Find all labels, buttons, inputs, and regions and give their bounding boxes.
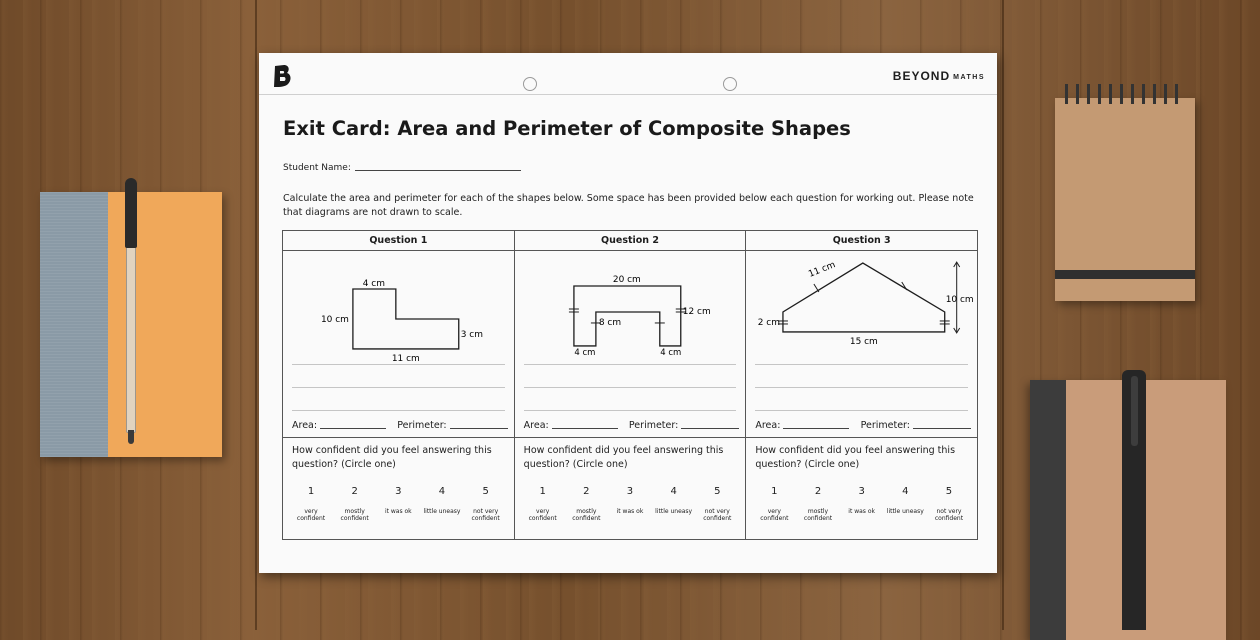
question-1 <box>283 231 514 539</box>
dim-label: 4 cm <box>574 346 596 357</box>
page-title: Exit Card: Area and Perimeter of Composite Shapes <box>283 117 851 140</box>
desk-plank-seam <box>1002 0 1004 630</box>
student-name-field[interactable]: Student Name: <box>283 163 521 173</box>
perimeter-blank[interactable] <box>450 428 508 429</box>
scale-option[interactable]: 3 it was ok <box>384 486 412 515</box>
scale-option[interactable]: 5 not very confident <box>703 486 732 522</box>
answer-row: Area: Perimeter: <box>292 420 508 431</box>
answer-row: Area: Perimeter: <box>755 420 971 431</box>
punch-hole <box>723 77 737 91</box>
brand-name: BEYOND MATHS <box>892 69 985 83</box>
confidence-question: How confident did you feel answering this question? (Circle one) <box>755 445 956 470</box>
scale-option[interactable]: 1 very confident <box>296 486 326 522</box>
notepad-band <box>1055 270 1195 279</box>
scale-option[interactable]: 4 little uneasy <box>423 486 461 515</box>
question-heading: Question 2 <box>515 231 746 251</box>
instructions: Calculate the area and perimeter for each of the shapes below. Some space has been provided below each question for working out. Please note that diagrams are not drawn to scale. <box>283 193 974 218</box>
scale-option[interactable]: 2 mostly confident <box>340 486 369 522</box>
scale-option[interactable]: 5 not very confident <box>934 486 964 522</box>
question-3 <box>745 231 977 539</box>
dim-label: 4 cm <box>659 346 681 357</box>
scale-option[interactable]: 4 little uneasy <box>655 486 693 515</box>
scale-option[interactable]: 1 very confident <box>528 486 557 522</box>
desk-plank-seam <box>255 0 257 630</box>
confidence-scale <box>754 486 969 522</box>
black-pen <box>1120 370 1150 630</box>
scale-option[interactable]: 2 mostly confident <box>572 486 601 522</box>
scale-option[interactable]: 1 very confident <box>760 486 789 522</box>
confidence-scale <box>523 486 738 522</box>
exit-card-worksheet <box>259 53 997 573</box>
dim-label: 11 cm <box>391 353 420 364</box>
dim-label: 10 cm <box>946 294 974 305</box>
scale-option[interactable]: 3 it was ok <box>616 486 644 515</box>
scale-option[interactable]: 3 it was ok <box>848 486 875 515</box>
confidence-question: How confident did you feel answering this question? (Circle one) <box>523 445 724 470</box>
scale-option[interactable]: 2 mostly confident <box>803 486 833 522</box>
perimeter-blank[interactable] <box>913 428 971 429</box>
beyond-logo-icon <box>272 63 294 89</box>
question-2 <box>514 231 746 539</box>
perimeter-blank[interactable] <box>681 428 739 429</box>
area-blank[interactable] <box>320 428 386 429</box>
notebook-spine <box>40 192 108 457</box>
spiral-notepad <box>1055 98 1195 301</box>
confidence-scale <box>291 486 506 522</box>
questions-table <box>282 230 978 540</box>
punch-hole <box>523 77 537 91</box>
dim-label: 8 cm <box>598 317 621 328</box>
dim-label: 10 cm <box>320 314 349 325</box>
dim-label: 15 cm <box>850 336 879 347</box>
dim-label: 4 cm <box>362 279 385 290</box>
area-blank[interactable] <box>783 428 849 429</box>
dim-label: 3 cm <box>460 329 483 340</box>
confidence-question: How confident did you feel answering this question? (Circle one) <box>292 445 492 470</box>
question-heading: Question 3 <box>746 231 977 251</box>
u-shape-diagram <box>515 251 746 357</box>
scale-option[interactable]: 5 not very confident <box>471 486 500 522</box>
answer-row: Area: Perimeter: <box>524 420 740 431</box>
l-shape-diagram <box>283 251 514 364</box>
ballpoint-pen <box>123 178 139 446</box>
dim-label: 11 cm <box>807 260 838 280</box>
question-heading: Question 1 <box>283 231 514 251</box>
area-blank[interactable] <box>552 428 618 429</box>
pentagon-diagram <box>746 251 977 351</box>
dim-label: 12 cm <box>682 306 711 317</box>
header-divider <box>259 94 997 95</box>
dim-label: 2 cm <box>758 317 781 328</box>
spiral-rings <box>1065 84 1185 104</box>
dim-label: 20 cm <box>612 275 641 286</box>
scale-option[interactable]: 4 little uneasy <box>886 486 924 515</box>
